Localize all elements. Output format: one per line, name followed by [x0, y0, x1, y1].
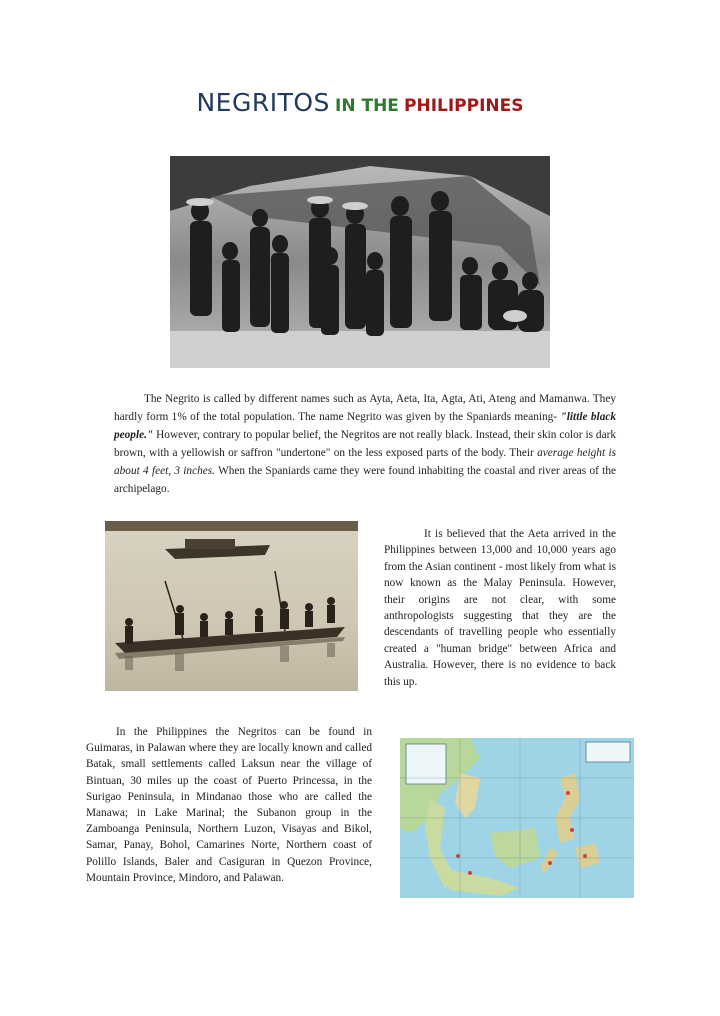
emphasis-text: "little black people." — [114, 411, 617, 441]
italic-text: average height is about 4 feet, 3 inches. — [114, 447, 616, 477]
page-title — [0, 88, 720, 117]
title-negritos: NEGRITOS — [196, 88, 330, 117]
paragraph-intro: The Negrito is called by different names such as Ayta, Aeta, Ita, Agta, Ati, Ateng and Mamanwa. They hardly form 1% of the total population. The name Negrito was given by the Spaniards meaning- "little black people." However, contrary to popular belief, the Negritos are not really black. Instead, their skin color is dark brown, with a yellowish or saffron "undertone" on the less exposed parts of the body. Their average height is about 4 feet, 3 inches. When the Spaniards came they were found inhabiting the coastal and river areas of the archipelago. — [114, 393, 617, 495]
canoe-photo — [105, 521, 358, 691]
paragraph-locations: In the Philippines the Negritos can be found in Guimaras, in Palawan where they are locally known and called Batak, small settlements called Laksun near the village of Bintuan, 30 miles up the coast of Puerto Princessa, in the Surigao Peninsula, in Mindanao those who are called the Manawa; in Lake Marinal; the Subanon group in the Zamboanga Peninsula, Northern Luzon, Visayas and Bikol, Samar, Panay, Bohol, Camarines Norte, Northern coast of Polillo Islands, Baler and Casiguran in Quezon Province, Mountain Province, Mindoro, and Palawan. — [86, 726, 372, 884]
title-in-the: IN THE — [335, 96, 399, 116]
group-photo — [170, 156, 550, 368]
title-philippines: PHILIPPINES — [404, 96, 524, 116]
paragraph-origins: It is believed that the Aeta arrived in the Philippines between 13,000 and 10,000 years ago from the Asian continent - most likely from what is now known as the Malay Peninsula. However, their origins are not clear, with some anthropologists suggesting that they are the descendants of travelling people who essentially created a "human bridge" between Africa and Australia. However, there is no evidence to back this up. — [384, 528, 616, 688]
southeast-asia-map — [400, 738, 634, 898]
